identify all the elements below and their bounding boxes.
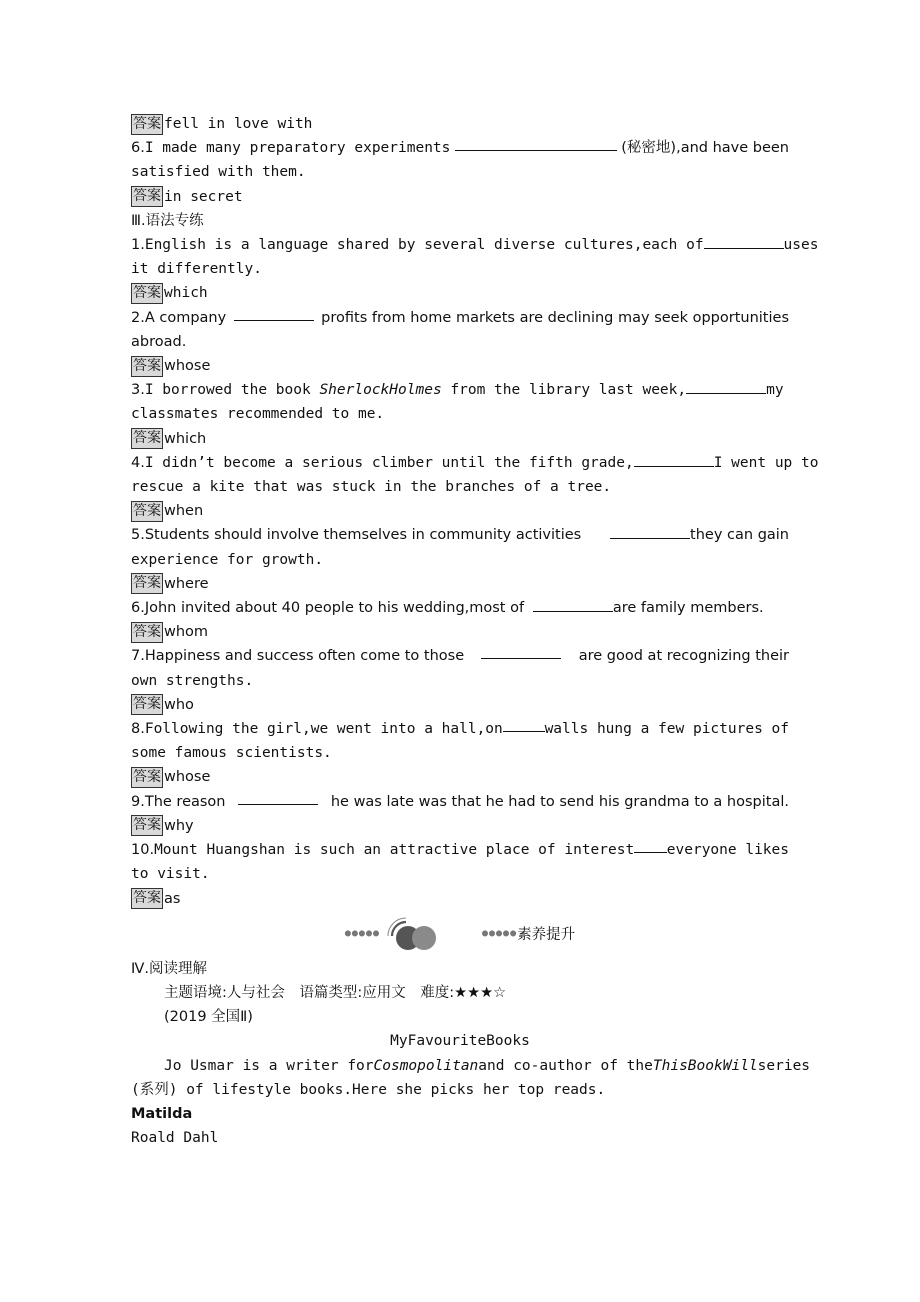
question-number: 5. xyxy=(131,527,145,544)
question-line: satisfied with them. xyxy=(131,164,306,181)
answer-text: fell in love with xyxy=(164,116,313,132)
fill-blank[interactable] xyxy=(455,136,617,151)
question-text: Happiness and success often come to those xyxy=(144,648,465,665)
fill-blank[interactable] xyxy=(533,597,613,612)
question-text: they can gain xyxy=(690,527,789,544)
answer-line xyxy=(131,887,789,911)
book-title-italic: SherlockHolmes xyxy=(319,382,442,399)
fill-blank[interactable] xyxy=(481,644,561,659)
question-text: Students should involve themselves in community activities xyxy=(144,527,582,544)
question-line: classmates recommended to me. xyxy=(131,406,385,423)
question-line xyxy=(131,378,789,402)
question-line xyxy=(131,451,819,475)
answer-badge: 答案 xyxy=(131,694,163,715)
question-text: Following the girl,we went into a hall,on xyxy=(144,721,503,738)
question-text: walls hung a few pictures of xyxy=(544,721,789,738)
answer-text: where xyxy=(164,575,209,592)
question-line: rescue a kite that was stuck in the branches of a tree. xyxy=(131,479,612,496)
answer-badge: 答案 xyxy=(131,888,163,909)
question-text: John invited about 40 people to his wedding,most of xyxy=(144,600,525,617)
question-text: I made many preparatory experiments xyxy=(144,140,451,157)
question-text: Mount Huangshan is such an attractive place of interest xyxy=(154,842,635,859)
section-title: Ⅲ.语法专练 xyxy=(131,212,204,229)
fill-blank[interactable] xyxy=(686,379,766,394)
book-title: Matilda xyxy=(131,1105,193,1122)
section-title: Ⅳ.阅读理解 xyxy=(131,960,207,977)
answer-text: which xyxy=(164,430,207,447)
question-line xyxy=(131,838,789,862)
question-number: 6. xyxy=(131,140,145,157)
divider-label: 素养提升 xyxy=(517,927,576,944)
answer-badge: 答案 xyxy=(131,428,163,449)
answer-line xyxy=(131,112,789,136)
question-text: everyone likes xyxy=(666,842,789,859)
question-line: to visit. xyxy=(131,866,210,883)
question-line xyxy=(131,596,789,620)
question-number: 3. xyxy=(131,382,145,399)
answer-text: why xyxy=(164,817,194,834)
passage-line: (系列) of lifestyle books.Here she picks her top reads. xyxy=(131,1081,606,1098)
source-note: (2019 全国Ⅱ) xyxy=(164,1009,253,1026)
answer-text: whose xyxy=(164,358,211,375)
question-text: (秘密地),and have been xyxy=(621,140,789,157)
question-line: some famous scientists. xyxy=(131,745,332,762)
answer-line xyxy=(131,185,789,209)
answer-badge: 答案 xyxy=(131,283,163,304)
question-line: it differently. xyxy=(131,261,262,278)
answer-badge: 答案 xyxy=(131,622,163,643)
passage-line xyxy=(131,1054,811,1078)
fill-blank[interactable] xyxy=(503,717,545,732)
answer-badge: 答案 xyxy=(131,186,163,207)
answer-line xyxy=(131,693,789,717)
answer-text: whose xyxy=(164,769,211,786)
answer-text: as xyxy=(164,890,181,907)
question-text: A company xyxy=(144,309,227,326)
question-line xyxy=(131,136,789,160)
question-text: I borrowed the book xyxy=(144,382,311,399)
answer-text: in secret xyxy=(164,188,243,205)
answer-badge: 答案 xyxy=(131,501,163,522)
answer-line xyxy=(131,620,789,644)
section-meta: 主题语境:人与社会 语篇类型:应用文 难度:★★★☆ xyxy=(164,984,507,1001)
question-line xyxy=(131,233,819,257)
answer-line xyxy=(131,281,789,305)
question-number: 7. xyxy=(131,648,145,665)
question-line xyxy=(131,790,789,814)
fill-blank[interactable] xyxy=(238,790,318,805)
question-number: 4. xyxy=(131,454,145,471)
fill-blank[interactable] xyxy=(634,452,714,467)
question-line: own strengths. xyxy=(131,672,254,689)
question-text: are family members. xyxy=(612,600,764,617)
answer-line xyxy=(131,765,789,789)
answer-line xyxy=(131,354,789,378)
question-text: English is a language shared by several diverse cultures,each of xyxy=(144,237,704,254)
answer-badge: 答案 xyxy=(131,356,163,377)
question-number: 6. xyxy=(131,600,145,617)
question-text: my xyxy=(766,382,784,399)
question-number: 2. xyxy=(131,309,145,326)
divider-circles-icon xyxy=(386,916,446,952)
answer-badge: 答案 xyxy=(131,767,163,788)
question-number: 8. xyxy=(131,721,145,738)
question-text: from the library last week, xyxy=(450,382,687,399)
answer-badge: 答案 xyxy=(131,114,163,135)
answer-line xyxy=(131,572,789,596)
question-text: The reason xyxy=(144,793,226,810)
answer-line xyxy=(131,814,789,838)
question-text: uses xyxy=(783,237,819,254)
question-number: 10. xyxy=(131,842,155,859)
answer-text: whom xyxy=(164,624,209,641)
passage-text: series xyxy=(757,1057,811,1074)
answer-text: who xyxy=(164,696,194,713)
question-line xyxy=(131,523,789,547)
question-line xyxy=(131,717,789,741)
answer-badge: 答案 xyxy=(131,815,163,836)
fill-blank[interactable] xyxy=(704,234,784,249)
answer-text: which xyxy=(164,285,208,302)
magazine-title: Cosmopolitan xyxy=(373,1057,479,1074)
fill-blank[interactable] xyxy=(610,524,690,539)
book-author: Roald Dahl xyxy=(131,1130,219,1147)
question-line xyxy=(131,306,789,330)
question-number: 9. xyxy=(131,793,145,810)
answer-badge: 答案 xyxy=(131,573,163,594)
question-text: he was late was that he had to send his grandma to a hospital. xyxy=(330,793,789,810)
answer-text: when xyxy=(164,503,204,520)
answer-line xyxy=(131,427,789,451)
divider-dots-left: ●●●●● xyxy=(344,928,380,940)
question-line xyxy=(131,644,789,668)
question-line: abroad. xyxy=(131,333,187,350)
question-text: profits from home markets are declining may seek opportunities xyxy=(321,309,789,326)
divider-dots-right: ●●●●● xyxy=(482,928,518,940)
series-title: ThisBookWill xyxy=(652,1057,758,1074)
answer-line xyxy=(131,499,789,523)
question-text: I went up to xyxy=(713,454,819,471)
passage-text: and co-author of the xyxy=(478,1057,653,1074)
question-text: are good at recognizing their xyxy=(578,648,789,665)
fill-blank[interactable] xyxy=(634,838,667,853)
passage-title: MyFavouriteBooks xyxy=(390,1033,530,1050)
document-page xyxy=(131,112,819,1150)
passage-text: Jo Usmar is a writer for xyxy=(164,1057,374,1074)
section-divider xyxy=(131,911,789,957)
fill-blank[interactable] xyxy=(234,306,314,321)
question-text: I didn’t become a serious climber until the fifth grade, xyxy=(144,454,634,471)
question-line: experience for growth. xyxy=(131,551,324,568)
question-number: 1. xyxy=(131,237,145,254)
